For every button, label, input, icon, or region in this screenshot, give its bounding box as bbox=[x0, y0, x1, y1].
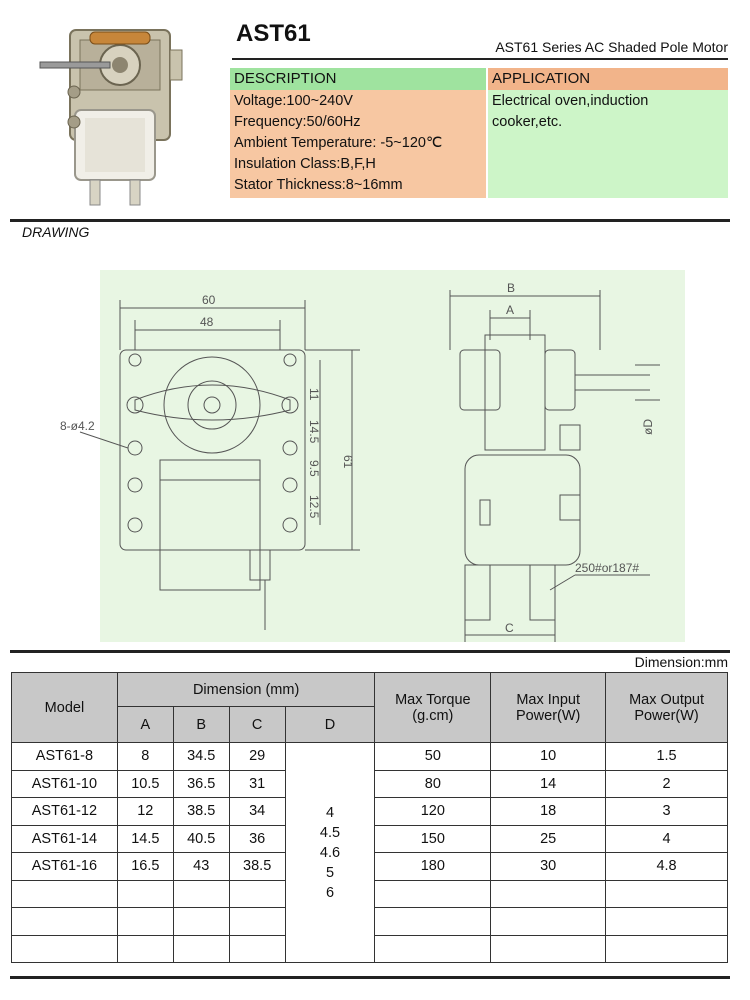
dim-d-label: øD bbox=[641, 419, 655, 435]
cell-output bbox=[606, 880, 728, 908]
dim-12-5-label: 12.5 bbox=[307, 495, 321, 519]
section-rule bbox=[10, 219, 730, 222]
cell-torque bbox=[375, 880, 491, 908]
cell-model: AST61-8 bbox=[12, 743, 118, 771]
d-value: 4 bbox=[325, 804, 335, 821]
cell-a: 8 bbox=[117, 743, 173, 771]
motor-photo bbox=[30, 10, 210, 215]
cell-model: AST61-16 bbox=[12, 853, 118, 881]
cell-a bbox=[117, 935, 173, 963]
side-view bbox=[450, 281, 660, 642]
header-max-input: Max Input Power(W) bbox=[491, 673, 606, 743]
cell-torque: 180 bbox=[375, 853, 491, 881]
table-rule bbox=[10, 650, 730, 653]
cell-b: 36.5 bbox=[173, 770, 229, 798]
cell-a: 10.5 bbox=[117, 770, 173, 798]
front-view bbox=[60, 293, 360, 630]
cell-model: AST61-12 bbox=[12, 798, 118, 826]
header-c: C bbox=[229, 707, 285, 743]
cell-torque: 120 bbox=[375, 798, 491, 826]
dim-9-5-label: 9.5 bbox=[307, 460, 321, 477]
cell-b: 38.5 bbox=[173, 798, 229, 826]
drawing-label: DRAWING bbox=[22, 224, 90, 240]
cell-torque bbox=[375, 935, 491, 963]
cell-c bbox=[229, 935, 285, 963]
d-value: 6 bbox=[325, 884, 335, 901]
dim-48-label: 48 bbox=[200, 315, 214, 329]
header-b: B bbox=[173, 707, 229, 743]
cell-c: 34 bbox=[229, 798, 285, 826]
cell-torque: 80 bbox=[375, 770, 491, 798]
description-line: Frequency:50/60Hz bbox=[234, 114, 361, 130]
header-max-output: Max Output Power(W) bbox=[606, 673, 728, 743]
header-dimension: Dimension (mm) bbox=[117, 673, 375, 707]
header-model: Model bbox=[12, 673, 118, 743]
cell-torque bbox=[375, 908, 491, 936]
cell-output: 4 bbox=[606, 825, 728, 853]
technical-drawing bbox=[40, 280, 700, 650]
description-line: Voltage:100~240V bbox=[234, 93, 353, 109]
cell-c: 38.5 bbox=[229, 853, 285, 881]
cell-input bbox=[491, 935, 606, 963]
cell-model bbox=[12, 908, 118, 936]
cell-output: 4.8 bbox=[606, 853, 728, 881]
page-subtitle: AST61 Series AC Shaded Pole Motor bbox=[495, 39, 728, 55]
header-rule bbox=[232, 58, 728, 60]
application-body bbox=[488, 90, 728, 198]
specification-table bbox=[11, 672, 728, 963]
cell-c: 36 bbox=[229, 825, 285, 853]
cell-a bbox=[117, 880, 173, 908]
description-line: Stator Thickness:8~16mm bbox=[234, 177, 403, 193]
cell-output bbox=[606, 935, 728, 963]
d-value: 4.6 bbox=[319, 844, 341, 861]
dim-11-label: 11 bbox=[307, 388, 321, 401]
cell-input bbox=[491, 908, 606, 936]
cell-input: 18 bbox=[491, 798, 606, 826]
page-title: AST61 bbox=[236, 20, 311, 47]
hole-callout-label: 8-ø4.2 bbox=[60, 419, 95, 433]
dim-c-label: C bbox=[505, 621, 514, 635]
cell-c bbox=[229, 880, 285, 908]
cell-input: 25 bbox=[491, 825, 606, 853]
cell-b: 43 bbox=[173, 853, 229, 881]
cell-b bbox=[173, 880, 229, 908]
cell-model: AST61-14 bbox=[12, 825, 118, 853]
cell-a: 16.5 bbox=[117, 853, 173, 881]
cell-b bbox=[173, 908, 229, 936]
cell-b bbox=[173, 935, 229, 963]
header-d: D bbox=[285, 707, 375, 743]
cell-a bbox=[117, 908, 173, 936]
description-heading: DESCRIPTION bbox=[230, 68, 486, 90]
application-line: Electrical oven,induction bbox=[492, 93, 649, 109]
d-value: 5 bbox=[325, 864, 335, 881]
header-max-torque: Max Torque (g.cm) bbox=[375, 673, 491, 743]
cell-model bbox=[12, 880, 118, 908]
cell-input: 14 bbox=[491, 770, 606, 798]
header-a: A bbox=[117, 707, 173, 743]
application-heading: APPLICATION bbox=[488, 68, 728, 90]
cell-output: 2 bbox=[606, 770, 728, 798]
dim-14-5-label: 14.5 bbox=[307, 420, 321, 444]
cell-c: 31 bbox=[229, 770, 285, 798]
description-line: Ambient Temperature: -5~120℃ bbox=[234, 135, 443, 151]
cell-model bbox=[12, 935, 118, 963]
cell-input: 10 bbox=[491, 743, 606, 771]
d-value: 4.5 bbox=[319, 824, 341, 841]
dim-60-label: 60 bbox=[202, 293, 216, 307]
cell-d-values bbox=[285, 743, 375, 963]
terminal-label: 250#or187# bbox=[575, 561, 640, 575]
table-row bbox=[12, 743, 728, 771]
dim-b-label: B bbox=[507, 281, 516, 295]
cell-output: 3 bbox=[606, 798, 728, 826]
dimension-unit: Dimension:mm bbox=[634, 654, 728, 670]
application-line: cooker,etc. bbox=[492, 114, 563, 130]
cell-input: 30 bbox=[491, 853, 606, 881]
dim-a-label: A bbox=[506, 303, 515, 317]
cell-output: 1.5 bbox=[606, 743, 728, 771]
cell-c bbox=[229, 908, 285, 936]
cell-a: 14.5 bbox=[117, 825, 173, 853]
cell-output bbox=[606, 908, 728, 936]
description-body bbox=[230, 90, 486, 198]
cell-b: 40.5 bbox=[173, 825, 229, 853]
cell-torque: 150 bbox=[375, 825, 491, 853]
cell-b: 34.5 bbox=[173, 743, 229, 771]
cell-c: 29 bbox=[229, 743, 285, 771]
footer-rule bbox=[10, 976, 730, 979]
cell-input bbox=[491, 880, 606, 908]
dim-61-label: 61 bbox=[341, 455, 355, 469]
description-line: Insulation Class:B,F,H bbox=[234, 156, 376, 172]
cell-torque: 50 bbox=[375, 743, 491, 771]
cell-a: 12 bbox=[117, 798, 173, 826]
cell-model: AST61-10 bbox=[12, 770, 118, 798]
